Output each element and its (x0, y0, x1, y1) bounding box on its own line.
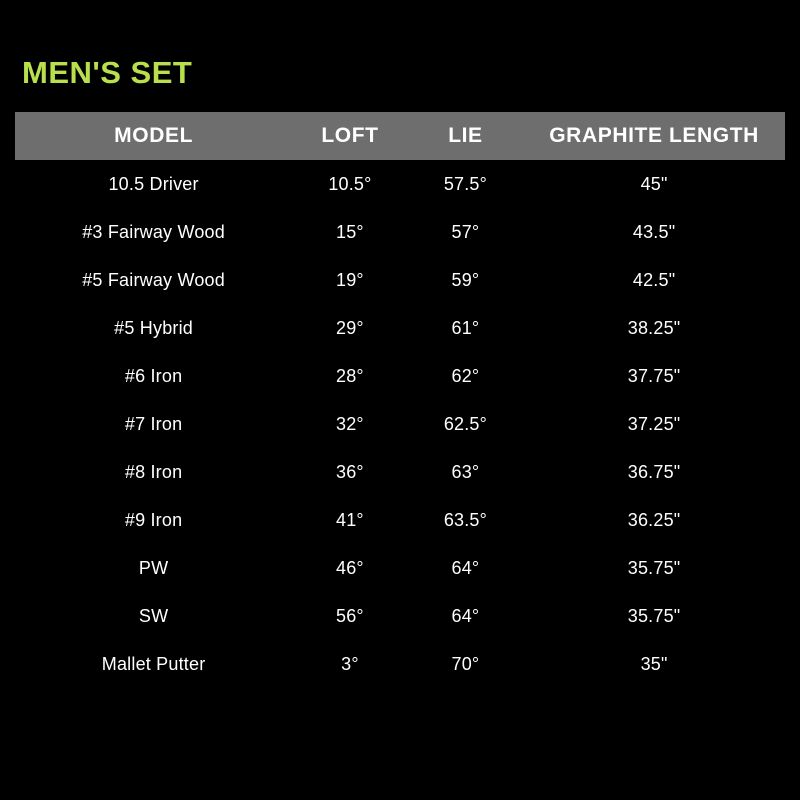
cell-length: 35.75" (627, 606, 681, 627)
cell-length: 36.25" (627, 510, 681, 531)
table-row (15, 400, 785, 448)
cell-length: 35" (640, 654, 668, 675)
cell-lie: 62° (451, 366, 480, 387)
cell-loft: 32° (336, 414, 364, 435)
cell-model: #9 Iron (124, 510, 183, 531)
table-body (15, 160, 785, 688)
cell-loft: 19° (336, 270, 364, 291)
column-header-lie: LIE (448, 124, 483, 148)
cell-lie: 61° (451, 318, 480, 339)
cell-lie: 70° (451, 654, 480, 675)
column-header-loft: LOFT (321, 124, 379, 148)
cell-model: 10.5 Driver (108, 174, 199, 195)
cell-model: #7 Iron (124, 414, 183, 435)
column-header-length: GRAPHITE LENGTH (549, 124, 759, 148)
cell-lie: 64° (451, 558, 480, 579)
cell-loft: 36° (336, 462, 364, 483)
cell-length: 43.5" (632, 222, 676, 243)
cell-lie: 59° (451, 270, 480, 291)
cell-model: PW (138, 558, 169, 579)
cell-lie: 57.5° (443, 174, 488, 195)
table-row (15, 592, 785, 640)
cell-length: 36.75" (627, 462, 681, 483)
cell-loft: 29° (336, 318, 364, 339)
cell-length: 37.75" (627, 366, 681, 387)
cell-lie: 57° (451, 222, 480, 243)
table-row (15, 352, 785, 400)
cell-lie: 63.5° (443, 510, 488, 531)
table-row (15, 208, 785, 256)
cell-loft: 46° (336, 558, 364, 579)
specifications-table (15, 112, 785, 688)
cell-model: #8 Iron (124, 462, 183, 483)
cell-lie: 62.5° (443, 414, 488, 435)
table-row (15, 544, 785, 592)
cell-loft: 41° (336, 510, 364, 531)
cell-lie: 63° (451, 462, 480, 483)
cell-loft: 28° (336, 366, 364, 387)
cell-lie: 64° (451, 606, 480, 627)
cell-model: Mallet Putter (101, 654, 206, 675)
cell-loft: 10.5° (328, 174, 372, 195)
table-header (15, 112, 785, 160)
cell-loft: 15° (336, 222, 364, 243)
table-row (15, 256, 785, 304)
table-row (15, 448, 785, 496)
cell-model: #5 Hybrid (114, 318, 194, 339)
table-row (15, 304, 785, 352)
page-title: MEN'S SET (22, 55, 193, 90)
table-header-row (15, 112, 785, 160)
cell-length: 38.25" (627, 318, 681, 339)
table-row (15, 496, 785, 544)
cell-length: 35.75" (627, 558, 681, 579)
cell-loft: 3° (341, 654, 359, 675)
table-row (15, 640, 785, 688)
cell-model: #3 Fairway Wood (82, 222, 225, 243)
cell-loft: 56° (336, 606, 364, 627)
cell-length: 42.5" (632, 270, 676, 291)
cell-model: SW (138, 606, 169, 627)
cell-model: #5 Fairway Wood (82, 270, 225, 291)
table-row (15, 160, 785, 208)
cell-length: 45" (640, 174, 668, 195)
cell-model: #6 Iron (124, 366, 183, 387)
column-header-model: MODEL (114, 124, 193, 148)
cell-length: 37.25" (627, 414, 681, 435)
